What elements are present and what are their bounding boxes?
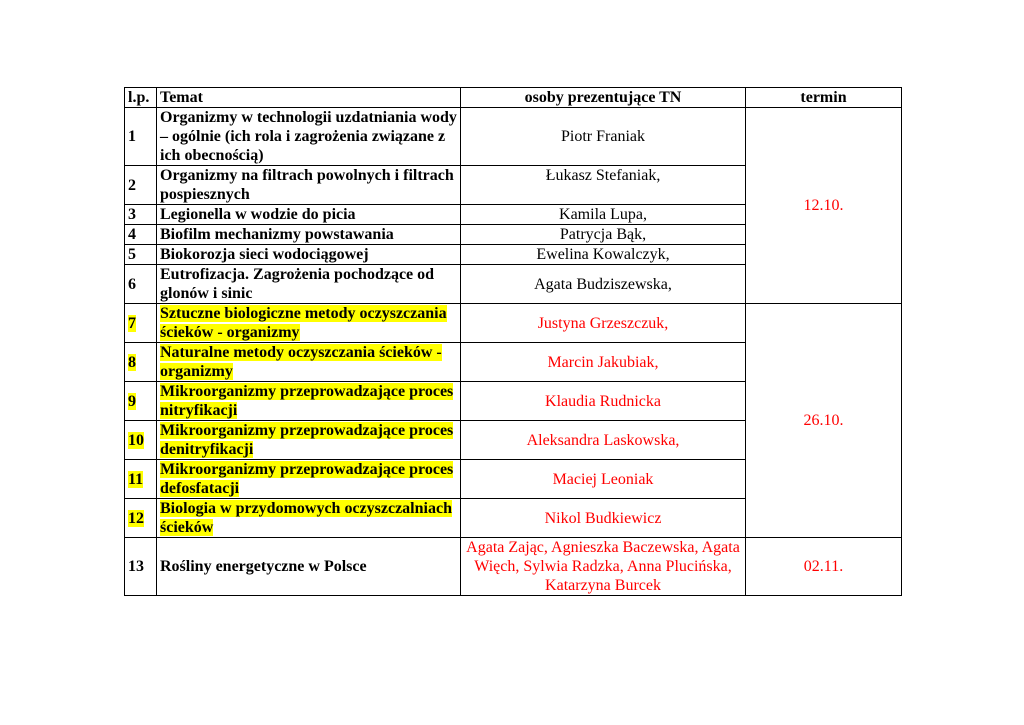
row-topic: Organizmy w technologii uzdatniania wody – ogólnie (ich rola i zagrożenia związane z ich obecnością) (157, 108, 461, 166)
row-number: 5 (125, 245, 157, 265)
row-number: 1 (125, 108, 157, 166)
row-persons: Maciej Leoniak (461, 460, 746, 499)
row-topic: Biologia w przydomowych oczyszczalniach ścieków (160, 500, 452, 536)
row-number: 2 (125, 166, 157, 205)
table-row (125, 108, 902, 166)
row-number-cell (125, 304, 157, 343)
row-topic: Biofilm mechanizmy powstawania (157, 225, 461, 245)
row-topic: Mikroorganizmy przeprowadzające proces defosfatacji (160, 461, 454, 497)
row-number: 7 (128, 314, 136, 332)
row-persons: Łukasz Stefaniak, (461, 166, 746, 205)
row-number: 10 (128, 431, 144, 449)
row-number-cell (125, 343, 157, 382)
row-topic-cell (157, 499, 461, 538)
row-persons: Aleksandra Laskowska, (461, 421, 746, 460)
row-number: 6 (125, 265, 157, 304)
row-persons: Patrycja Bąk, (461, 225, 746, 245)
row-topic: Legionella w wodzie do picia (157, 205, 461, 225)
row-persons: Kamila Lupa, (461, 205, 746, 225)
header-row (125, 88, 902, 108)
table-row (125, 304, 902, 343)
row-topic: Biokorozja sieci wodociągowej (157, 245, 461, 265)
row-topic: Naturalne metody oczyszczania ścieków - organizmy (160, 344, 442, 380)
row-topic-cell (157, 460, 461, 499)
row-topic: Mikroorganizmy przeprowadzające proces nitryfikacji (160, 383, 454, 419)
row-number-cell (125, 382, 157, 421)
table-row (125, 538, 902, 596)
row-topic-cell (157, 304, 461, 343)
row-number: 9 (128, 392, 136, 410)
row-topic: Mikroorganizmy przeprowadzające proces denitryfikacji (160, 422, 454, 458)
term-date-2: 26.10. (746, 304, 902, 538)
row-number: 3 (125, 205, 157, 225)
term-date-3: 02.11. (746, 538, 902, 596)
row-number: 11 (128, 470, 144, 488)
row-topic-cell (157, 343, 461, 382)
row-number-cell (125, 421, 157, 460)
row-number-cell (125, 460, 157, 499)
row-number: 13 (125, 538, 157, 596)
row-topic-cell (157, 421, 461, 460)
row-topic: Rośliny energetyczne w Polsce (157, 538, 461, 596)
header-persons: osoby prezentujące TN (461, 88, 746, 108)
row-number: 4 (125, 225, 157, 245)
row-topic: Sztuczne biologiczne metody oczyszczania ścieków - organizmy (160, 305, 447, 341)
row-persons: Klaudia Rudnicka (461, 382, 746, 421)
row-persons: Ewelina Kowalczyk, (461, 245, 746, 265)
row-number: 12 (128, 509, 144, 527)
header-term: termin (746, 88, 902, 108)
header-topic: Temat (157, 88, 461, 108)
row-topic-cell (157, 382, 461, 421)
row-number-cell (125, 499, 157, 538)
header-lp: l.p. (125, 88, 157, 108)
row-persons: Nikol Budkiewicz (461, 499, 746, 538)
row-persons: Justyna Grzeszczuk, (461, 304, 746, 343)
row-topic: Organizmy na filtrach powolnych i filtrach pospiesznych (157, 166, 461, 205)
row-number: 8 (128, 353, 136, 371)
term-date-1: 12.10. (746, 108, 902, 304)
presentation-schedule-table (124, 87, 902, 596)
row-persons: Piotr Franiak (461, 108, 746, 166)
row-persons: Agata Budziszewska, (461, 265, 746, 304)
row-topic: Eutrofizacja. Zagrożenia pochodzące od glonów i sinic (157, 265, 461, 304)
row-persons: Marcin Jakubiak, (461, 343, 746, 382)
row-persons: Agata Zając, Agnieszka Baczewska, Agata Więch, Sylwia Radzka, Anna Plucińska, Katarzyna Burcek (461, 538, 746, 596)
